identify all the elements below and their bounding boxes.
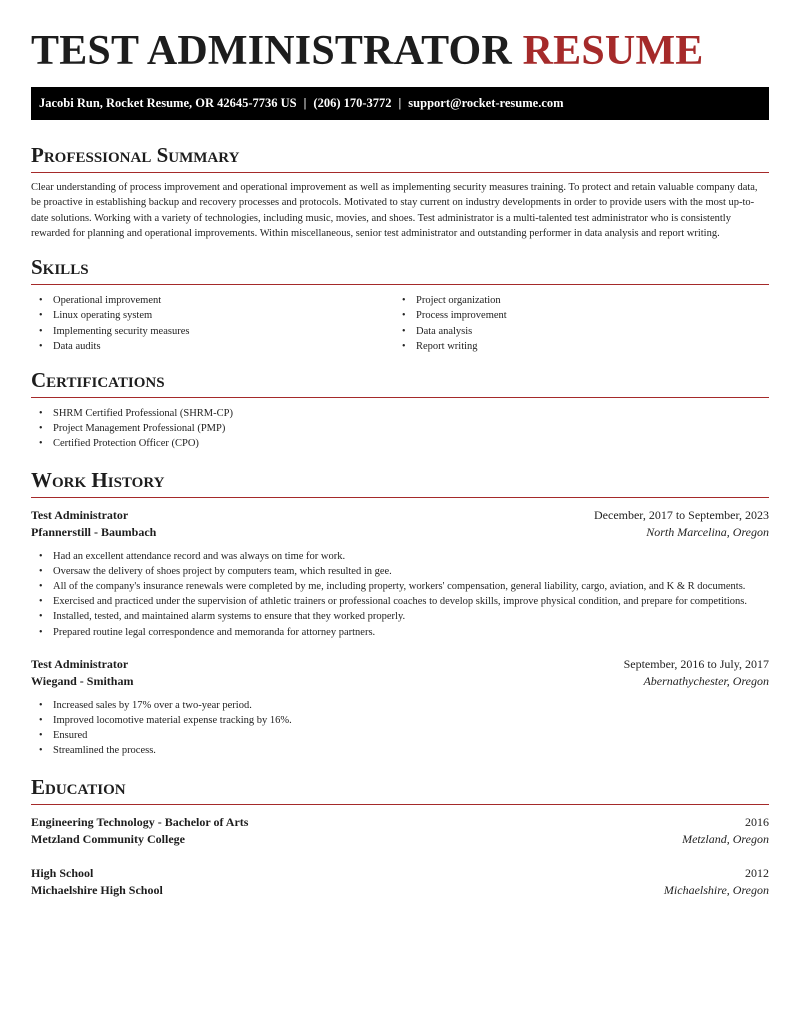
job-bullet: • Installed, tested, and maintained alarm systems to ensure that they worked properly.	[31, 609, 769, 624]
contact-email: support@rocket-resume.com	[408, 96, 564, 110]
job-bullet: • Ensured	[31, 728, 769, 743]
skill-item: • Process improvement	[394, 308, 757, 323]
job-bullet: • Improved locomotive material expense tracking by 16%.	[31, 713, 769, 728]
job-location: Abernathychester, Oregon	[643, 674, 769, 689]
job-bullets	[31, 549, 769, 640]
job-company: Pfannerstill - Baumbach	[31, 525, 157, 540]
contact-bar	[31, 87, 769, 120]
section-title-education: Education	[31, 774, 769, 805]
certification-item: • SHRM Certified Professional (SHRM-CP)	[31, 406, 769, 421]
job-dates: December, 2017 to September, 2023	[594, 507, 769, 522]
skill-item: • Data analysis	[394, 324, 757, 339]
job-dates: September, 2016 to July, 2017	[623, 656, 769, 671]
job-bullet: • Prepared routine legal correspondence and memoranda for attorney partners.	[31, 625, 769, 640]
work-history-section	[31, 467, 769, 759]
contact-phone: (206) 170-3772	[313, 96, 392, 110]
section-title-work-history: Work History	[31, 467, 769, 498]
title-accent: RESUME	[522, 28, 704, 74]
certification-item: • Certified Protection Officer (CPO)	[31, 436, 769, 451]
job-bullet: • Exercised and practiced under the supervision of athletic trainers or professional coaches to develop skills, improve physical condition, and prepare for competitions.	[31, 594, 769, 609]
education-entry	[31, 814, 769, 849]
skills-section	[31, 254, 769, 354]
contact-separator: |	[303, 96, 307, 110]
education-location: Michaelshire, Oregon	[663, 883, 769, 898]
job-bullet: • All of the company's insurance renewals were completed by me, including property, workers' compensation, general liability, cargo, aviation, and K & R documents.	[31, 579, 769, 594]
skills-columns	[31, 293, 769, 354]
job-entry	[31, 507, 769, 640]
skill-item: • Report writing	[394, 339, 757, 354]
certifications-list	[31, 406, 769, 452]
job-company: Wiegand - Smitham	[31, 674, 134, 689]
job-entry	[31, 656, 769, 759]
section-title-certifications: Certifications	[31, 367, 769, 398]
education-entry	[31, 865, 769, 900]
skill-item: • Operational improvement	[31, 293, 394, 308]
contact-address: Jacobi Run, Rocket Resume, OR 42645-7736 US	[39, 96, 297, 110]
section-title-skills: Skills	[31, 254, 769, 285]
job-location: North Marcelina, Oregon	[646, 525, 769, 540]
skill-item: • Data audits	[31, 339, 394, 354]
job-bullet: • Streamlined the process.	[31, 743, 769, 758]
summary-section	[31, 142, 769, 241]
job-title: Test Administrator	[31, 656, 129, 671]
skills-list-left	[31, 293, 394, 354]
education-school: Metzland Community College	[31, 832, 185, 847]
education-school: Michaelshire High School	[31, 883, 163, 898]
education-degree: High School	[31, 865, 94, 880]
certification-item: • Project Management Professional (PMP)	[31, 421, 769, 436]
education-degree: Engineering Technology - Bachelor of Arts	[31, 814, 249, 829]
job-bullet: • Had an excellent attendance record and was always on time for work.	[31, 549, 769, 564]
summary-text: Clear understanding of process improvement and operational improvement as well as implementing security measures training. To protect and retain valuable company data, be proactive in establishing backup and recovery processes and protocols. Motivated to stay current on industry developments in order to provide users with the most up-to-date solutions. Working with a variety of technologies, including music, movies, and shoes. Test administrator is a multi-talented test administrator who is consistently rewarded for planning and operational improvements. Within miscellaneous, senior test administrator and outstanding performer in data analysis and report writing.	[31, 182, 758, 239]
job-title: Test Administrator	[31, 507, 129, 522]
skill-item: • Linux operating system	[31, 308, 394, 323]
education-year: 2012	[745, 865, 769, 880]
education-year: 2016	[745, 814, 769, 829]
title-main: TEST ADMINISTRATOR	[31, 28, 512, 74]
certifications-section	[31, 367, 769, 452]
skills-list-right	[394, 293, 757, 354]
resume-title	[31, 0, 769, 74]
job-bullet: • Oversaw the delivery of shoes project by computers team, which resulted in gee.	[31, 564, 769, 579]
education-section	[31, 774, 769, 900]
skill-item: • Project organization	[394, 293, 757, 308]
job-bullets	[31, 698, 769, 759]
contact-separator: |	[398, 96, 402, 110]
job-bullet: • Increased sales by 17% over a two-year period.	[31, 698, 769, 713]
skill-item: • Implementing security measures	[31, 324, 394, 339]
education-location: Metzland, Oregon	[682, 832, 769, 847]
section-title-summary: Professional Summary	[31, 142, 769, 173]
